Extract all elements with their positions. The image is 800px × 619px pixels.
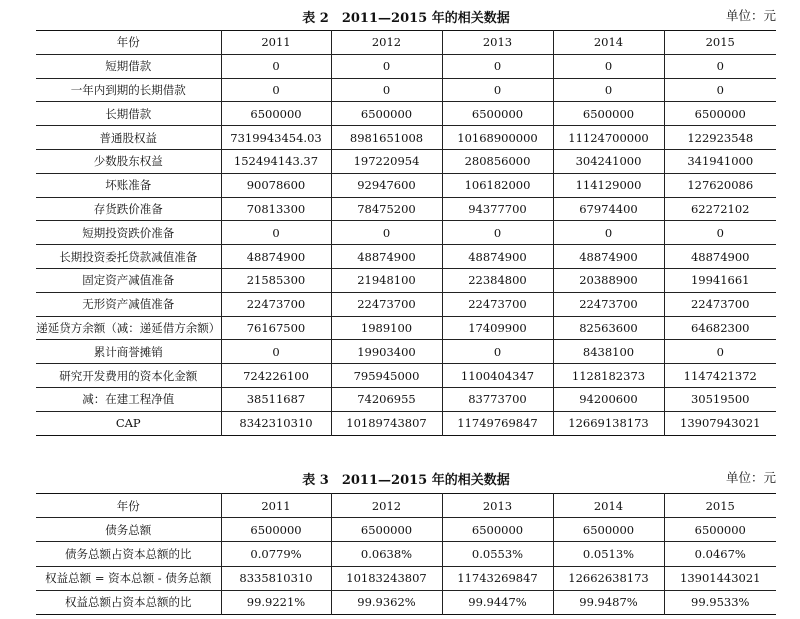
table-cell: 11749769847	[442, 411, 553, 435]
table-cell: 22384800	[442, 268, 553, 292]
row-label-cell: 债务总额	[36, 518, 221, 542]
table-cell: 2011	[221, 31, 331, 55]
table-row	[36, 518, 776, 542]
table-cell: 0	[331, 54, 442, 78]
table-cell: 114129000	[553, 173, 664, 197]
row-label-cell: CAP	[36, 411, 221, 435]
table-cell: 0	[331, 221, 442, 245]
table-cell: 48874900	[221, 245, 331, 269]
table-cell: 82563600	[553, 316, 664, 340]
table-cell: 78475200	[331, 197, 442, 221]
table-2	[36, 30, 776, 436]
row-label-cell: 短期投资跌价准备	[36, 221, 221, 245]
row-label-cell: 长期借款	[36, 102, 221, 126]
table-cell: 99.9362%	[331, 590, 442, 614]
table-cell: 6500000	[664, 518, 776, 542]
table-3	[36, 493, 776, 615]
table-cell: 17409900	[442, 316, 553, 340]
table-2-unit: 单位：元	[725, 8, 776, 23]
row-label-cell: 固定资产减值准备	[36, 268, 221, 292]
table-cell: 0	[221, 54, 331, 78]
table-cell: 21585300	[221, 268, 331, 292]
table-cell: 0	[442, 78, 553, 102]
row-label-cell: 坏账准备	[36, 173, 221, 197]
table-cell: 74206955	[331, 387, 442, 411]
row-label-cell: 无形资产减值准备	[36, 292, 221, 316]
row-label-cell: 递延贷方余额（减：递延借方余额）	[36, 316, 221, 340]
table-row	[36, 364, 776, 388]
table-cell: 0	[553, 54, 664, 78]
table-cell: 0	[553, 78, 664, 102]
table-cell: 22473700	[664, 292, 776, 316]
row-label-cell: 权益总额 = 资本总额 - 债务总额	[36, 566, 221, 590]
table-cell: 10189743807	[331, 411, 442, 435]
table-cell: 22473700	[331, 292, 442, 316]
table-cell: 38511687	[221, 387, 331, 411]
table-cell: 48874900	[331, 245, 442, 269]
table-cell: 48874900	[664, 245, 776, 269]
row-label-cell: 普通股权益	[36, 126, 221, 150]
table-row	[36, 590, 776, 614]
table-cell: 12662638173	[553, 566, 664, 590]
table-cell: 48874900	[553, 245, 664, 269]
table-cell: 64682300	[664, 316, 776, 340]
table-cell: 10168900000	[442, 126, 553, 150]
table-row	[36, 566, 776, 590]
table-cell: 2011	[221, 494, 331, 518]
table-row	[36, 149, 776, 173]
table-cell: 6500000	[221, 518, 331, 542]
table-cell: 6500000	[331, 518, 442, 542]
table-cell: 0	[331, 78, 442, 102]
table-cell: 0	[664, 54, 776, 78]
table-cell: 20388900	[553, 268, 664, 292]
table-3-caption: 表 3 2011—2015 年的相关数据	[302, 472, 510, 488]
table-cell: 2012	[331, 494, 442, 518]
table-row	[36, 126, 776, 150]
table-cell: 127620086	[664, 173, 776, 197]
table-cell: 0	[442, 221, 553, 245]
table-row	[36, 387, 776, 411]
table-3-unit: 单位：元	[725, 470, 776, 485]
table-cell: 6500000	[553, 518, 664, 542]
table-cell: 10183243807	[331, 566, 442, 590]
row-label-cell: 年份	[36, 31, 221, 55]
table-cell: 122923548	[664, 126, 776, 150]
table-cell: 0	[442, 54, 553, 78]
table-cell: 70813300	[221, 197, 331, 221]
table-header-row	[36, 31, 776, 55]
table-cell: 8342310310	[221, 411, 331, 435]
table-cell: 11743269847	[442, 566, 553, 590]
table-cell: 22473700	[553, 292, 664, 316]
table-cell: 94377700	[442, 197, 553, 221]
table-cell: 0	[221, 78, 331, 102]
row-label-cell: 研究开发费用的资本化金额	[36, 364, 221, 388]
table-cell: 106182000	[442, 173, 553, 197]
row-label-cell: 累计商誉摊销	[36, 340, 221, 364]
table-cell: 22473700	[221, 292, 331, 316]
table-cell: 99.9447%	[442, 590, 553, 614]
table-header-row	[36, 494, 776, 518]
table-cell: 94200600	[553, 387, 664, 411]
table-cell: 1147421372	[664, 364, 776, 388]
table-cell: 48874900	[442, 245, 553, 269]
table-cell: 0	[553, 221, 664, 245]
table-cell: 280856000	[442, 149, 553, 173]
table-cell: 62272102	[664, 197, 776, 221]
table-cell: 6500000	[221, 102, 331, 126]
table-cell: 6500000	[664, 102, 776, 126]
table-cell: 6500000	[553, 102, 664, 126]
table-cell: 0	[664, 340, 776, 364]
table-cell: 7319943454.03	[221, 126, 331, 150]
table-cell: 0	[664, 221, 776, 245]
table-cell: 6500000	[442, 102, 553, 126]
table-cell: 8335810310	[221, 566, 331, 590]
table-cell: 197220954	[331, 149, 442, 173]
table-cell: 19941661	[664, 268, 776, 292]
table-cell: 0.0553%	[442, 542, 553, 566]
table-row	[36, 102, 776, 126]
row-label-cell: 短期借款	[36, 54, 221, 78]
table-row	[36, 245, 776, 269]
table-cell: 76167500	[221, 316, 331, 340]
table-cell: 11124700000	[553, 126, 664, 150]
table-cell: 0.0513%	[553, 542, 664, 566]
table-cell: 2015	[664, 31, 776, 55]
table-row	[36, 316, 776, 340]
table-row	[36, 197, 776, 221]
table-cell: 21948100	[331, 268, 442, 292]
table-row	[36, 542, 776, 566]
row-label-cell: 一年内到期的长期借款	[36, 78, 221, 102]
table-cell: 341941000	[664, 149, 776, 173]
table-cell: 22473700	[442, 292, 553, 316]
table-cell: 2014	[553, 31, 664, 55]
table-2-caption-bar	[36, 6, 776, 26]
table-cell: 12669138173	[553, 411, 664, 435]
table-row	[36, 340, 776, 364]
table-cell: 99.9487%	[553, 590, 664, 614]
table-cell: 304241000	[553, 149, 664, 173]
table-cell: 0.0638%	[331, 542, 442, 566]
table-cell: 2012	[331, 31, 442, 55]
table-row	[36, 411, 776, 435]
table-row	[36, 292, 776, 316]
row-label-cell: 年份	[36, 494, 221, 518]
table-cell: 90078600	[221, 173, 331, 197]
table-cell: 30519500	[664, 387, 776, 411]
table-cell: 0.0467%	[664, 542, 776, 566]
table-cell: 13907943021	[664, 411, 776, 435]
table-cell: 13901443021	[664, 566, 776, 590]
table-cell: 0	[221, 340, 331, 364]
table-cell: 2014	[553, 494, 664, 518]
table-row	[36, 268, 776, 292]
table-cell: 2013	[442, 494, 553, 518]
table-cell: 1989100	[331, 316, 442, 340]
table-cell: 2015	[664, 494, 776, 518]
table-cell: 1128182373	[553, 364, 664, 388]
table-cell: 99.9533%	[664, 590, 776, 614]
table-cell: 795945000	[331, 364, 442, 388]
table-cell: 0.0779%	[221, 542, 331, 566]
table-cell: 19903400	[331, 340, 442, 364]
row-label-cell: 存货跌价准备	[36, 197, 221, 221]
table-cell: 67974400	[553, 197, 664, 221]
table-cell: 99.9221%	[221, 590, 331, 614]
row-label-cell: 权益总额占资本总额的比	[36, 590, 221, 614]
table-cell: 0	[442, 340, 553, 364]
row-label-cell: 减：在建工程净值	[36, 387, 221, 411]
table-cell: 2013	[442, 31, 553, 55]
table-row	[36, 173, 776, 197]
table-cell: 152494143.37	[221, 149, 331, 173]
table-cell: 8981651008	[331, 126, 442, 150]
table-row	[36, 221, 776, 245]
table-cell: 92947600	[331, 173, 442, 197]
table-cell: 8438100	[553, 340, 664, 364]
table-cell: 83773700	[442, 387, 553, 411]
row-label-cell: 债务总额占资本总额的比	[36, 542, 221, 566]
table-cell: 6500000	[331, 102, 442, 126]
table-3-caption-bar	[36, 468, 776, 488]
table-cell: 0	[221, 221, 331, 245]
table-cell: 1100404347	[442, 364, 553, 388]
table-cell: 724226100	[221, 364, 331, 388]
table-2-caption: 表 2 2011—2015 年的相关数据	[302, 10, 510, 26]
row-label-cell: 少数股东权益	[36, 149, 221, 173]
table-row	[36, 54, 776, 78]
table-cell: 0	[664, 78, 776, 102]
row-label-cell: 长期投资委托贷款减值准备	[36, 245, 221, 269]
table-cell: 6500000	[442, 518, 553, 542]
table-row	[36, 78, 776, 102]
